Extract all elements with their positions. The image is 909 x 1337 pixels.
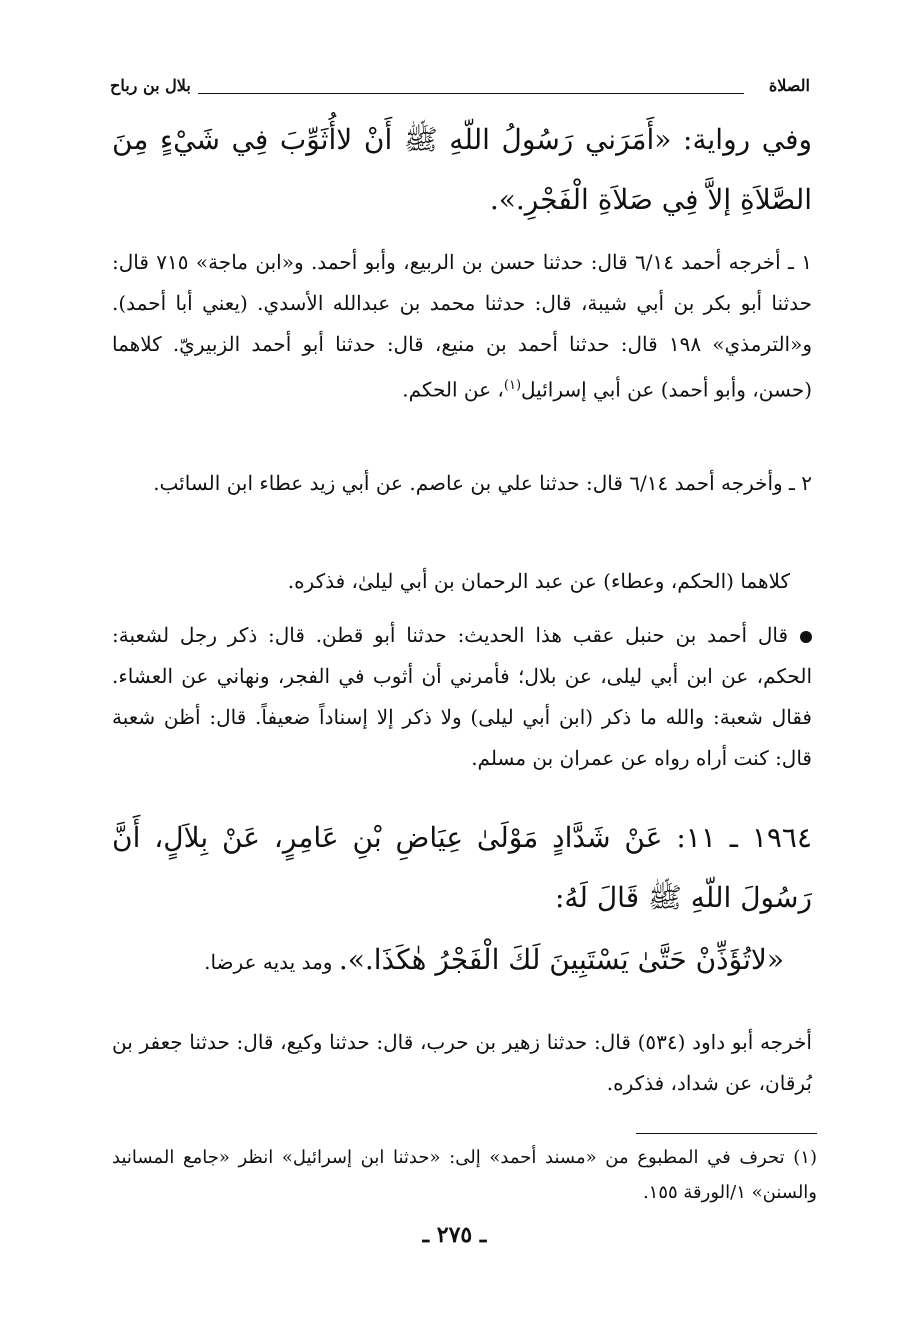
header-rule — [198, 93, 744, 94]
header-book-title: بلال بن رباح — [110, 76, 191, 95]
takhrij-paragraph-1 — [112, 242, 812, 411]
takhrij-p1-end: ، عن الحكم. — [402, 377, 504, 402]
ahmad-comment-text: قال أحمد بن حنبل عقب هذا الحديث: حدثنا أبو قطن. قال: ذكر رجل لشعبة: الحكم، عن ابن أبي ليلى، عن بلال؛ فأمرني أن أثوب في الفجر، ونهاني عن العشاء. فقال شعبة: والله ما ذكر (ابن أبي ليلى) ولا ذكر إلا إسناداً ضعيفاً. قال: أظن شعبة قال: كنت أراه رواه عن عمران بن مسلم. — [112, 623, 812, 770]
header-section-title: الصلاة — [768, 76, 810, 95]
footnote-rule — [636, 1133, 817, 1134]
running-header — [110, 76, 810, 106]
page-number: ـ ٢٧٥ ـ — [422, 1222, 487, 1248]
footnote-text: (١) تحرف في المطبوع من «مسند أحمد» إلى: «حدثنا ابن إسرائيل» انظر «جامع المسانيد والسنن» ١/الورقة ١٥٥. — [112, 1147, 817, 1203]
hadith-1964-quote — [112, 930, 784, 992]
hadith-1964-quote-text: «لاتُؤَذِّنْ حَتَّىٰ يَسْتَبِينَ لَكَ الْفَجْرُ هٰكَذَا.». — [338, 943, 784, 976]
hadith-variant-text: وفي رواية: «أَمَرَني رَسُولُ اللّهِ ﷺ أَنْ لاأُثَوِّبَ فِي شَيْءٍ مِنَ الصَّلاَةِ إلاَّ فِي صَلاَةِ الْفَجْرِ.». — [112, 123, 812, 216]
footnote-marker: (١) — [503, 378, 522, 393]
hadith-1964-quote-tail: ومد يديه عرضا. — [204, 950, 339, 974]
hadith-1964-text: ١٩٦٤ ـ ١١: عَنْ شَدَّادٍ مَوْلَىٰ عِيَاضِ بْنِ عَامِرٍ، عَنْ بِلاَلٍ، أَنَّ رَسُولَ اللّهِ ﷺ قَالَ لَهُ: — [112, 821, 812, 914]
ahmad-comment-paragraph — [112, 615, 812, 779]
takhrij-1964-paragraph: أخرجه أبو داود (٥٣٤) قال: حدثنا زهير بن حرب، قال: حدثنا وكيع، قال: حدثنا جعفر بن بُرقان، عن شداد، فذكره. — [112, 1030, 812, 1095]
bullet-icon — [800, 631, 812, 643]
takhrij-paragraph-2: ٢ ـ وأخرجه أحمد ٦/١٤ قال: حدثنا علي بن عاصم. عن أبي زيد عطاء ابن السائب. — [153, 471, 812, 495]
takhrij-paragraph-3: كلاهما (الحكم، وعطاء) عن عبد الرحمان بن أبي ليلىٰ، فذكره. — [287, 569, 790, 593]
takhrij-p1-text: ١ ـ أخرجه أحمد ٦/١٤ قال: حدثنا حسن بن الربيع، وأبو أحمد. و«ابن ماجة» ٧١٥ قال: حدثنا أبو بكر بن أبي شيبة، قال: حدثنا محمد بن عبدالله الأسدي. (يعني أبا أحمد). و«الترمذي» ١٩٨ قال: حدثنا أحمد بن منيع، قال: حدثنا أبو أحمد الزبيريّ. كلاهما (حسن، وأبو أحمد) عن أبي إسرائيل — [112, 250, 813, 402]
